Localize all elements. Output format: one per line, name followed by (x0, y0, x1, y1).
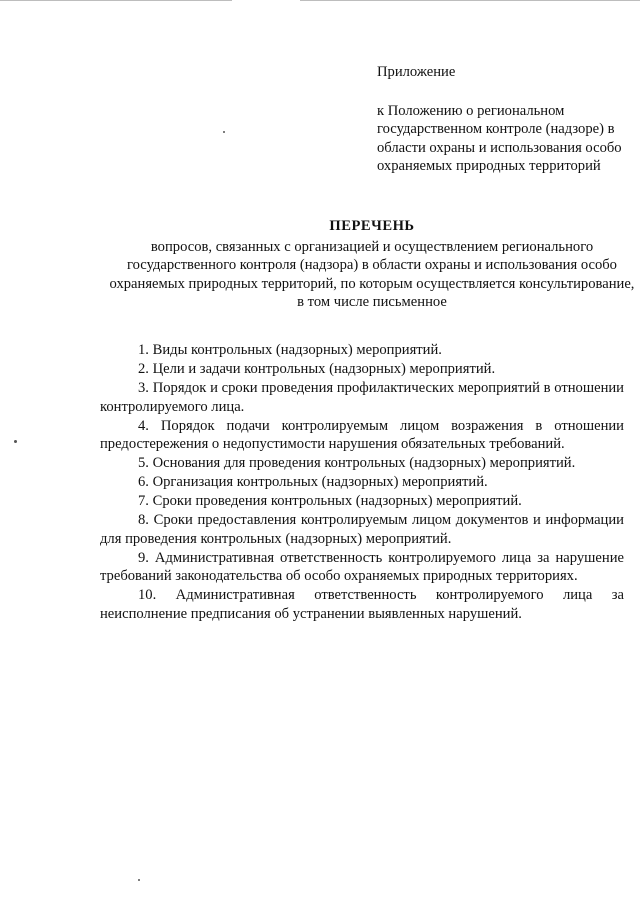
list-item: 8. Сроки предоставления контролируемым лицом документов и информации для проведения контрольных (надзорных) мероприятий. (100, 512, 624, 547)
list-item: 10. Административная ответственность контролируемого лица за неисполнение предписания об устранении выявленных нарушений. (100, 587, 624, 622)
list-item: 3. Порядок и сроки проведения профилактических мероприятий в отношении контролируемого лица. (100, 380, 624, 415)
page-top-edge (0, 0, 640, 1)
list-item: 4. Порядок подачи контролируемым лицом возражения в отношении предостережения о недопустимости нарушения обязательных требований. (100, 417, 624, 452)
list-item: 9. Административная ответственность контролируемого лица за нарушение требований законодательства об особо охраняемых природных территориях. (100, 549, 624, 584)
scan-speck (14, 440, 17, 443)
list-item: 7. Сроки проведения контрольных (надзорных) мероприятий. (138, 493, 522, 509)
list-item: 2. Цели и задачи контрольных (надзорных) мероприятий. (138, 361, 496, 377)
page-top-edge-gap (232, 0, 300, 2)
appendix-reference: к Положению о региональном государственном контроле (надзоре) в области охраны и использования особо охраняемых природных территорий (377, 102, 622, 174)
list-item: 6. Организация контрольных (надзорных) мероприятий. (138, 474, 488, 490)
appendix-title: Приложение (377, 64, 456, 80)
document-heading (100, 217, 640, 312)
questions-list (100, 341, 624, 624)
appendix-block (377, 63, 627, 176)
document-title: ПЕРЕЧЕНЬ (329, 218, 415, 234)
list-item: 5. Основания для проведения контрольных (надзорных) мероприятий. (138, 455, 576, 471)
scan-speck (138, 879, 140, 881)
list-item: 1. Виды контрольных (надзорных) мероприятий. (138, 342, 442, 358)
document-subtitle: вопросов, связанных с организацией и осуществлением регионального государственного контроля (надзора) в области охраны и использования особо охраняемых природных территорий, по которым осуществляется консультирование, в том числе письменное (109, 238, 635, 310)
scan-speck (223, 131, 225, 133)
